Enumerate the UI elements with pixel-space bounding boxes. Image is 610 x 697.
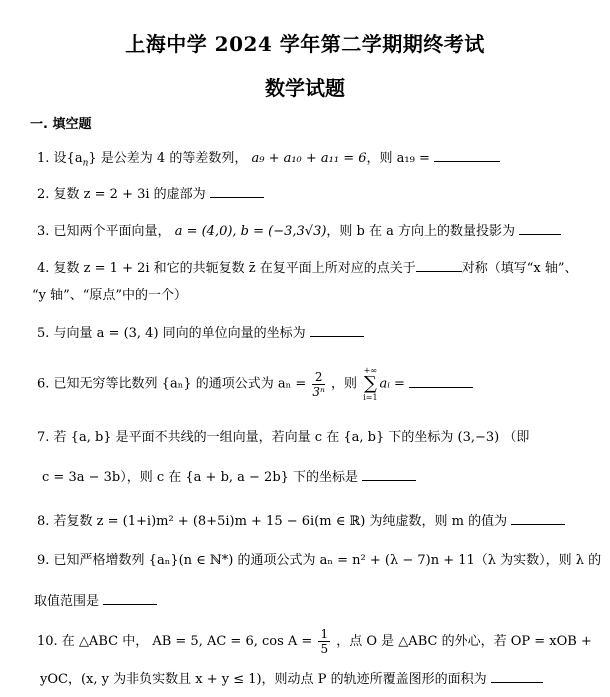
question-5 xyxy=(37,322,588,344)
q6-post: ，则 xyxy=(331,376,358,392)
section-heading: 一. 填空题 xyxy=(30,117,92,132)
q4-line2: “y 轴”、“原点”中的一个） xyxy=(32,288,188,303)
q8-answer-blank[interactable] xyxy=(511,510,565,525)
exam-title: 上海中学 2024 学年第二学期期终考试 xyxy=(125,32,485,56)
question-9 xyxy=(37,551,602,571)
exam-subtitle: 数学试题 xyxy=(265,76,345,100)
question-2 xyxy=(37,183,588,205)
q6-summation: +∞ ∑ i=1 xyxy=(363,366,378,402)
q10-pre: 10. 在 △ABC 中， AB = 5, AC = 6, cos A = xyxy=(37,634,313,649)
q4-line1: 4. 复数 z = 1 + 2i 和它的共轭复数 z̄ 在复平面上所对应的点关于 xyxy=(37,261,416,276)
q6-pre: 6. 已知无穷等比数列 {aₙ} 的通项公式为 aₙ = xyxy=(37,376,307,392)
q9-answer-blank[interactable] xyxy=(103,590,157,605)
q1-expr: a₉ + a₁₀ + a₁₁ = 6 xyxy=(251,151,367,166)
q5-text: 5. 与向量 a = (3, 4) 同向的单位向量的坐标为 xyxy=(37,326,306,341)
q6-post2: aᵢ = xyxy=(379,376,405,392)
q10-answer-blank[interactable] xyxy=(491,668,543,683)
q4-answer-blank[interactable] xyxy=(416,257,462,272)
q6-fraction: $\frac{2}{\text{3ⁿ}}$ xyxy=(312,369,325,399)
question-7 xyxy=(37,428,588,448)
q7-line1: 7. 若 {a, b} 是平面不共线的一组向量，若向量 c 在 {a, b} 下的坐标为 (3,−3) （即 xyxy=(37,430,530,445)
q6-answer-blank[interactable] xyxy=(409,373,473,388)
q7-answer-blank[interactable] xyxy=(362,466,416,481)
question-9-line2 xyxy=(34,590,588,612)
q1-seq: {a xyxy=(66,151,83,166)
q2-answer-blank[interactable] xyxy=(210,183,264,198)
question-10-line2 xyxy=(40,668,588,690)
q10-fraction: $\frac{1}{5}$ xyxy=(320,627,329,656)
question-8 xyxy=(37,510,588,532)
q9-line2: 取值范围是 xyxy=(34,594,100,609)
q3-post: ，则 b 在 a 方向上的数量投影为 xyxy=(326,224,516,239)
q2-text: 2. 复数 z = 2 + 3i 的虚部为 xyxy=(37,187,206,202)
q3-pre: 3. 已知两个平面向量， xyxy=(37,224,171,239)
question-4-line2 xyxy=(32,286,588,306)
q4-line1b: 对称（填写“x 轴”、 xyxy=(461,261,578,276)
q3-answer-blank[interactable] xyxy=(519,220,561,235)
question-10 xyxy=(37,627,592,656)
question-7-line2 xyxy=(42,466,588,488)
q10-post: ，点 O 是 △ABC 的外心，若 OP = xOB + xyxy=(336,634,592,649)
q1-answer-blank[interactable] xyxy=(434,147,500,162)
q1-pre: 1. 设 xyxy=(37,151,67,166)
question-4 xyxy=(37,257,588,279)
q1-post: ，则 a₁₉ = xyxy=(366,151,430,166)
q5-answer-blank[interactable] xyxy=(310,322,364,337)
question-6 xyxy=(37,366,588,402)
question-3 xyxy=(37,220,588,242)
q3-expr: a = (4,0), b = (−3,3√3) xyxy=(174,224,327,239)
q10-line2: yOC，(x, y 为非负实数且 x + y ≤ 1)，则动点 P 的轨迹所覆盖图形的面积为 xyxy=(40,672,487,687)
q1-mid: } 是公差为 4 的等差数列， xyxy=(88,151,248,166)
q9-line1: 9. 已知严格增数列 {aₙ}(n ∈ ℕ*) 的通项公式为 aₙ = n² + (λ − 7)n + 11（λ 为实数），则 λ 的 xyxy=(37,553,602,568)
q7-line2: c = 3a − 3b），则 c 在 {a + b, a − 2b} 下的坐标是 xyxy=(42,470,359,485)
question-1: 1. 设$\{a_n\}$ 是公差为 4 的等差数列， a₉ + a₁₀ + a₁₁ = 6，则 a₁₉ = xyxy=(37,147,588,174)
q8-text: 8. 若复数 z = (1+i)m² + (8+5i)m + 15 − 6i(m ∈ ℝ) 为纯虚数，则 m 的值为 xyxy=(37,514,508,529)
